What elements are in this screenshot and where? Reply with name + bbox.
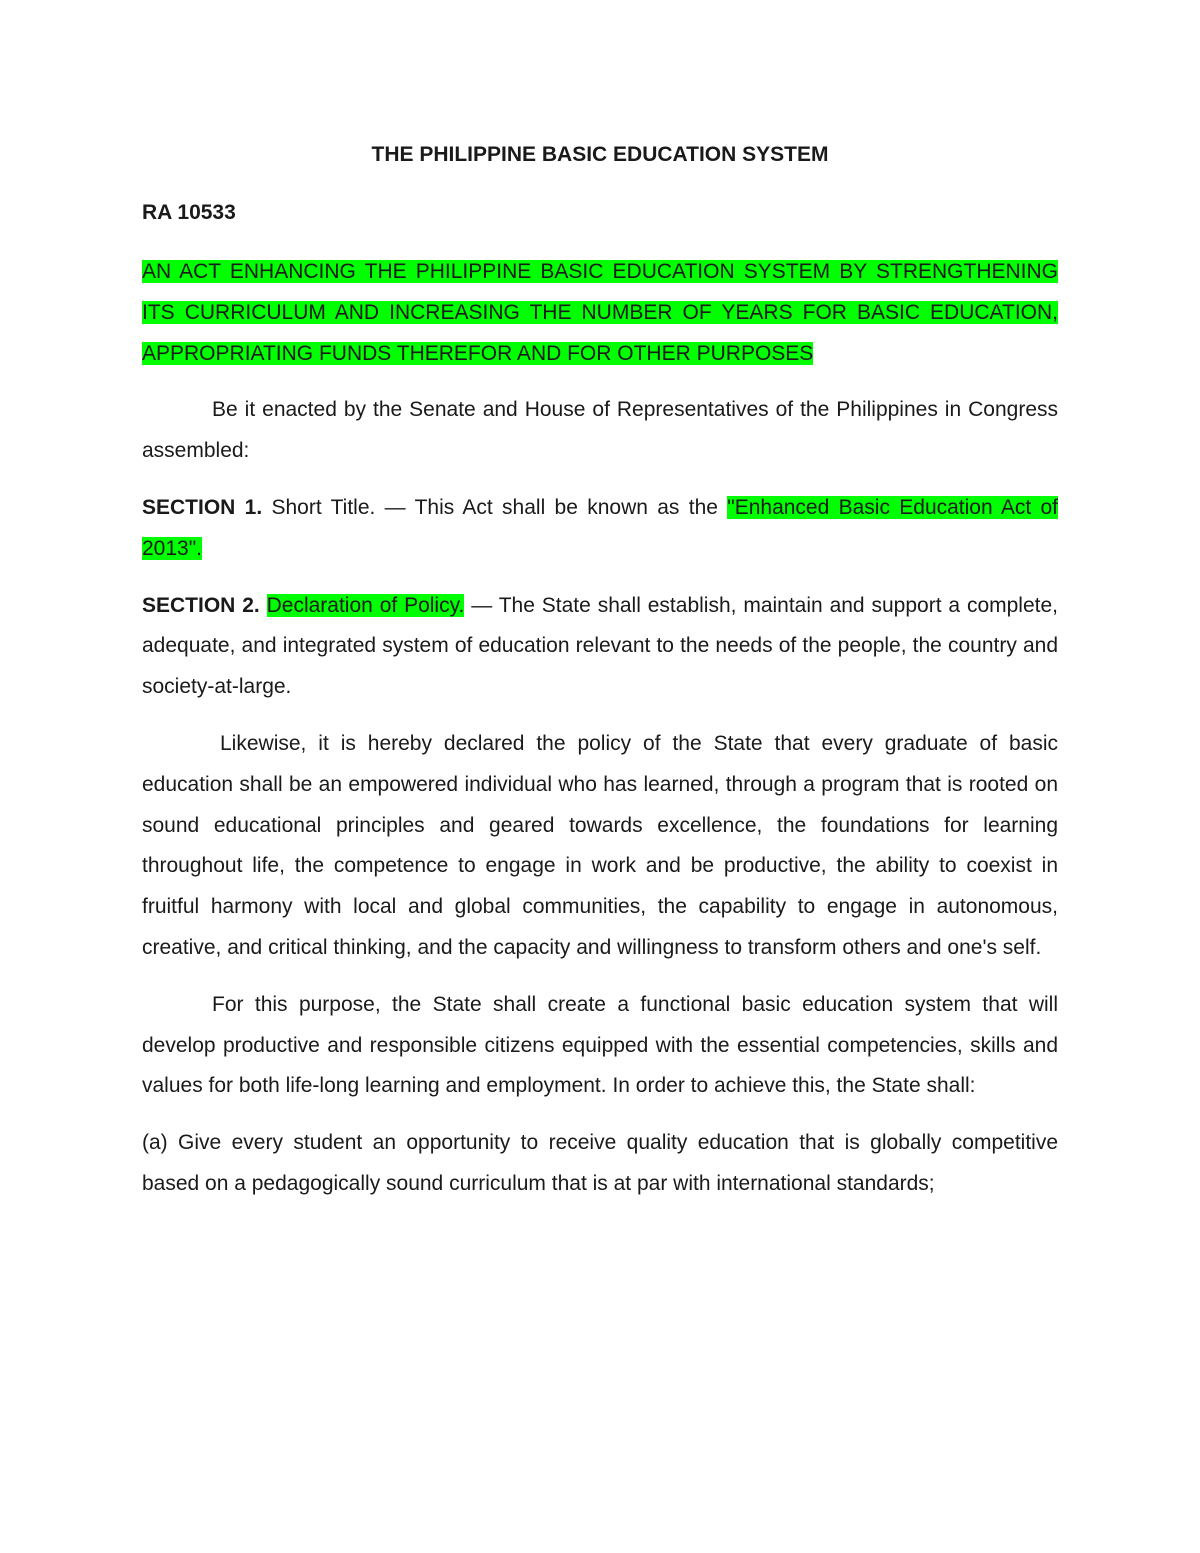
list-item-a: (a) Give every student an opportunity to receive quality education that is globally competitive based on a pedagogically sound curriculum that is at par with international standards; — [142, 1131, 1058, 1195]
section-1 — [142, 488, 1058, 570]
act-title-highlight: AN ACT ENHANCING THE PHILIPPINE BASIC EDUCATION SYSTEM BY STRENGTHENING ITS CURRICULUM AND INCREASING THE NUMBER OF YEARS FOR BASIC EDUCATION, APPROPRIATING FUNDS THEREFOR AND FOR OTHER PURPOSES — [142, 260, 1058, 365]
section-2 — [142, 586, 1058, 708]
section-2-highlight: Declaration of Policy. — [266, 593, 465, 617]
enacting-clause: Be it enacted by the Senate and House of Representatives of the Philippines in Congress assembled: — [142, 398, 1058, 463]
section-1-highlight: "Enhanced Basic Education Act of 2013". — [142, 495, 1058, 560]
likewise-paragraph: Likewise, it is hereby declared the policy of the State that every graduate of basic education shall be an empowered individual who has learned, through a program that is rooted on sound educational principles and geared towards excellence, the foundations for learning throughout life, the competence to engage in work and be productive, the ability to coexist in fruitful harmony with local and global communities, the capability to engage in autonomous, creative, and critical thinking, and the capacity and willingness to transform others and one's self. — [142, 731, 1058, 959]
act-title — [142, 252, 1058, 374]
ra-number: RA 10533 — [142, 201, 236, 224]
section-2-text: — The State shall establish, maintain and support a complete, adequate, and integrated system of education relevant to the needs of the people, the country and society-at-large. — [142, 593, 1058, 699]
section-2-label: SECTION 2. — [142, 593, 260, 617]
document-title: THE PHILIPPINE BASIC EDUCATION SYSTEM — [371, 143, 829, 166]
purpose-paragraph: For this purpose, the State shall create a functional basic education system that will develop productive and responsible citizens equipped with the essential competencies, skills and values for both life-long learning and employment. In order to achieve this, the State shall: — [142, 992, 1058, 1098]
section-1-text: Short Title. — This Act shall be known as the — [262, 495, 728, 519]
section-1-label: SECTION 1. — [142, 495, 263, 519]
